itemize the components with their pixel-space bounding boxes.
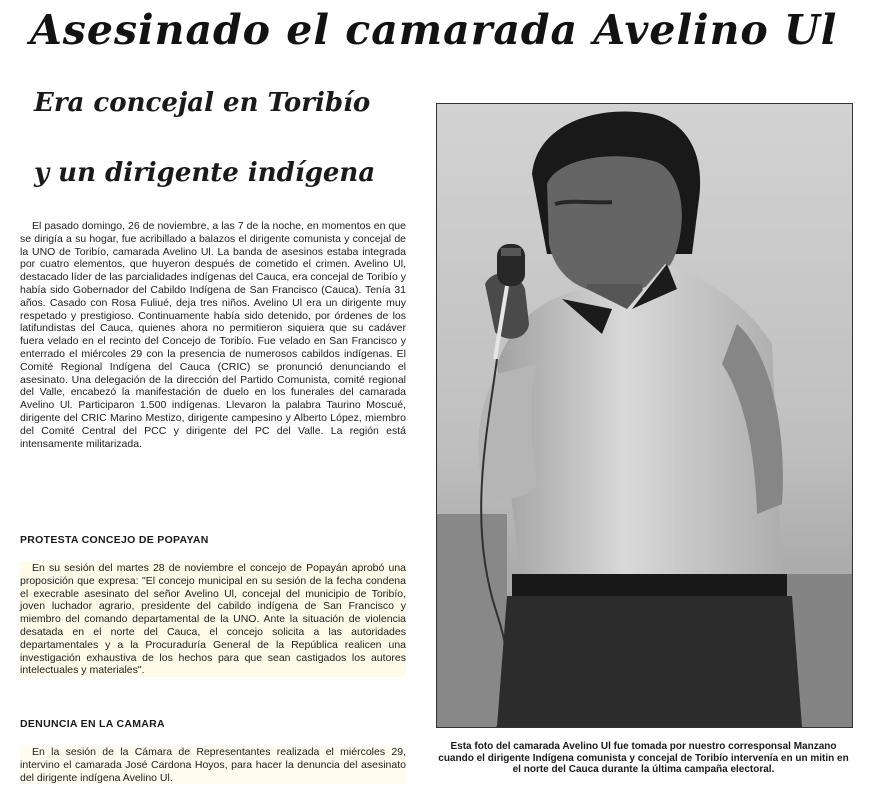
section-body-protesta xyxy=(20,562,406,677)
section-paragraph: En su sesión del martes 28 de noviembre el concejo de Popayán aprobó una proposición que expresa: "El concejo municipal en su sesión de la fecha condena el execrable asesinato del señor Avelino Ul, concejal del municipio de Toribío, joven luchador agrario, presidente del cabildo indígena de San Francisco y miembro del comando departamental de la UNO. Ante la situación de violencia desatada en el norte del Cauca, el concejo solicita a las autoridades departamentales y a la Procuraduría General de la República realicen una investigación exhaustiva de los hechos para que sean castigados los autores intelectuales y materiales". xyxy=(20,562,406,677)
headline: Asesinado el camarada Avelino Ul xyxy=(30,6,838,54)
portrait-photo xyxy=(436,103,853,728)
photo-caption: Esta foto del camarada Avelino Ul fue tomada por nuestro corresponsal Manzano cuando el dirigente Indígena comunista y concejal de Toribío intervenía en un mitin en el norte del Cauca durante la última campaña electoral. xyxy=(438,741,849,776)
subheadline-2: y un dirigente indígena xyxy=(34,158,376,188)
section-heading-denuncia: DENUNCIA EN LA CAMARA xyxy=(20,718,165,730)
article-body xyxy=(20,220,406,450)
section-heading-protesta: PROTESTA CONCEJO DE POPAYAN xyxy=(20,534,209,546)
section-body-denuncia xyxy=(20,746,406,784)
portrait-photo-image xyxy=(437,104,852,727)
subheadline-1: Era concejal en Toribío xyxy=(34,88,371,118)
section-paragraph: En la sesión de la Cámara de Representantes realizada el miércoles 29, intervino el camarada José Cardona Hoyos, para hacer la denuncia del asesinato del dirigente indígena Avelino Ul. xyxy=(20,746,406,784)
article-paragraph: El pasado domingo, 26 de noviembre, a las 7 de la noche, en momentos en que se dirigía a su hogar, fue acribillado a balazos el dirigente comunista y concejal de la UNO de Toribío, camarada Avelino Ul. La banda de asesinos estaba integrada por cuatro elementos, que huyeron después de cometido el crimen. Avelino Ul, destacado líder de las parcialidades indígenas del Cauca, era concejal de Toribío y había sido Gobernador del Cabildo Indígena de San Francisco (Cauca). Tenía 31 años. Casado con Rosa Fuliué, deja tres niños. Avelino Ul era un dirigente muy respetado y prestigioso. Continuamente había sido detenido, por órdenes de los latifundistas del Cauca, quienes ahora no permitieron siquiera que su cadáver fuera velado en el recinto del Concejo de Toribío. Fue velado en San Francisco y enterrado el miércoles 29 con la presencia de numerosos cabildos indígenas. El Comité Regional Indígena del Cauca (CRIC) se pronunció denunciando el asesinato. Una delegación de la dirección del Partido Comunista, comité regional del Valle, encabezó la manifestación de duelo en los funerales del camarada Avelino Ul. Participaron 1.500 indígenas. Llevaron la palabra Taurino Moscué, dirigente del CRIC Marino Mestizo, dirigente campesino y Alberto López, miembro del Comité Central del PCC y dirigente del PC del Valle. La región está intensamente militarizada. xyxy=(20,220,406,450)
